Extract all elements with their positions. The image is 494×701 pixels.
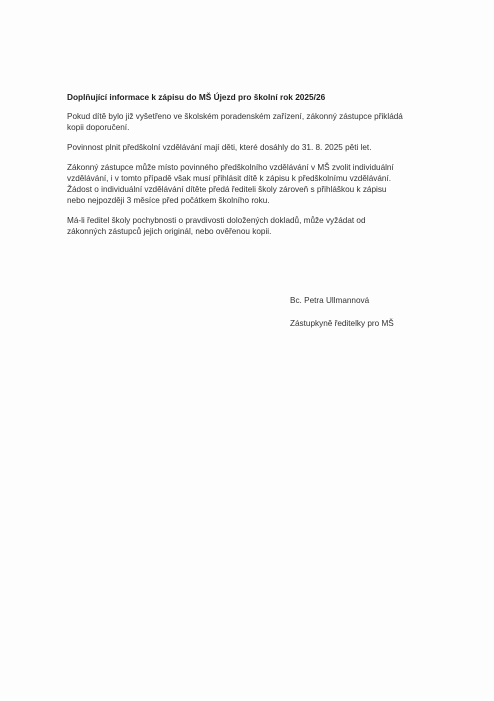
paragraph-line: Má-li ředitel školy pochybnosti o pravdivosti doložených dokladů, může vyžádat od xyxy=(67,215,366,225)
paragraph-line: Žádost o individuální vzdělávání dítěte předá řediteli školy zároveň s přihláškou k zápisu xyxy=(67,185,387,195)
signature-role: Zástupkyně ředitelky pro MŠ xyxy=(290,319,394,328)
paragraph-line: Zákonný zástupce může místo povinného předškolního vzdělávání v MŠ zvolit individuální xyxy=(67,162,394,172)
paragraph-line: zákonných zástupců jejich originál, nebo ověřenou kopii. xyxy=(67,227,272,237)
signature-block xyxy=(290,295,394,329)
paragraph-line: Povinnost plnit předškolní vzdělávání mají děti, které dosáhly do 31. 8. 2025 pěti let. xyxy=(67,142,372,152)
paragraph-line: nebo nejpozději 3 měsíce před počátkem školního roku. xyxy=(67,196,270,206)
paragraph-individual-education xyxy=(67,162,447,207)
paragraph-documents-verification xyxy=(67,215,447,237)
paragraph-obligation xyxy=(67,142,447,153)
paragraph-line: kopii doporučení. xyxy=(67,123,130,133)
document-body xyxy=(67,92,447,246)
signature-name: Bc. Petra Ullmannová xyxy=(290,296,370,305)
paragraph-line: Pokud dítě bylo již vyšetřeno ve školském poradenském zařízení, zákonný zástupce přikládá xyxy=(67,112,403,121)
paragraph-line: vzdělávání, i v tomto případě však musí přihlásit dítě k zápisu k předškolnímu vzdělávání. xyxy=(67,173,392,183)
paragraph-examination xyxy=(67,111,447,133)
document-title: Doplňující informace k zápisu do MŠ Újezd pro školní rok 2025/26 xyxy=(67,92,326,102)
